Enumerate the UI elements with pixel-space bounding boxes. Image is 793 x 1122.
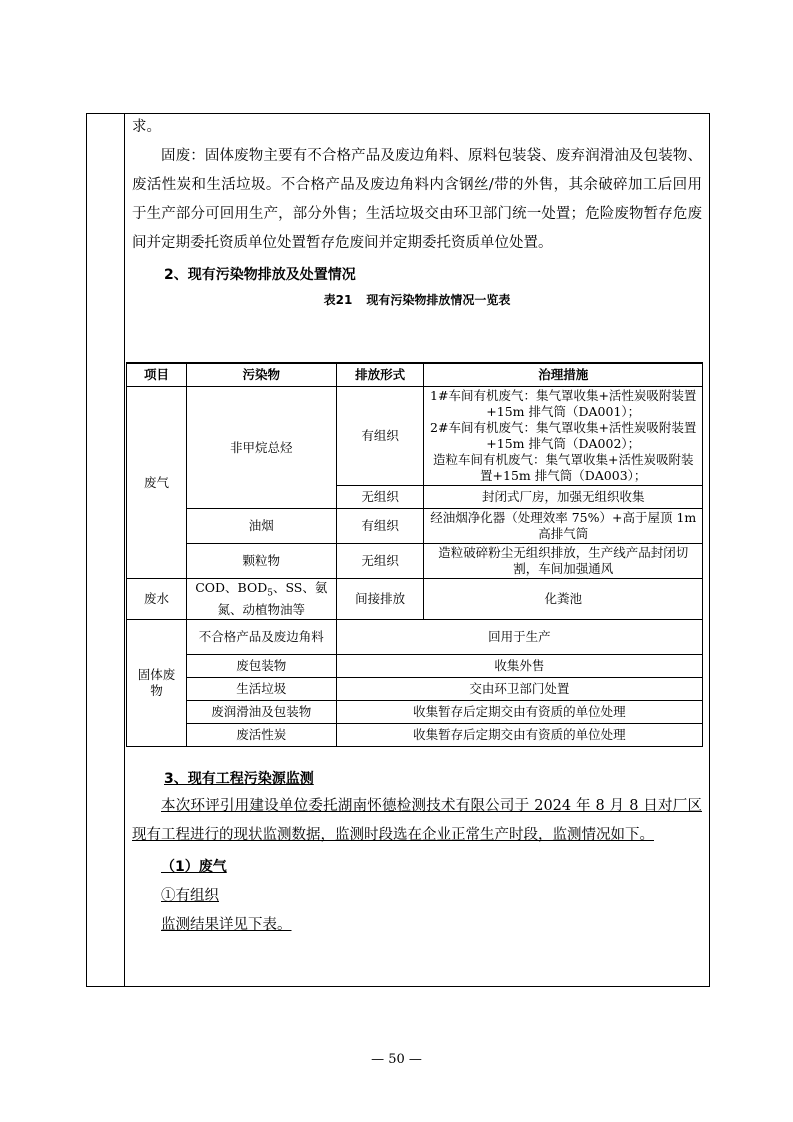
measure-enclosed: 封闭式厂房，加强无组织收集 <box>424 486 703 509</box>
header-form: 排放形式 <box>336 363 424 387</box>
header-measure: 治理措施 <box>424 363 703 387</box>
category-gas: 废气 <box>127 387 187 579</box>
measure-da003: 造粒车间有机废气：集气罩收集+活性炭吸附装置+15m 排气筒（DA003）； <box>433 452 694 483</box>
water-pollutants-sub: 5 <box>267 588 273 599</box>
results-note: 监测结果详见下表。 <box>161 917 292 933</box>
water-pollutants-a: COD、BOD <box>195 580 268 595</box>
solid-item-1: 不合格产品及废边角料 <box>186 619 336 654</box>
form-water: 间接排放 <box>336 579 424 620</box>
table-row <box>127 579 703 620</box>
solid-waste-paragraph: 固废：固体废物主要有不合格产品及废边角料、原料包装袋、废弃润滑油及包装物、废活性炭和生活垃圾。不合格产品及废边角料内含钢丝/带的外售，其余破碎加工后回用于生产部分可回用生产，部分外售；生活垃圾交由环卫部门统一处置；危险废物暂存危废间并定期委托资质单位处置暂存危废间并定期委托资质单位处置。 <box>132 148 702 251</box>
pollutant-particles: 颗粒物 <box>186 544 336 579</box>
solid-measure-1: 回用于生产 <box>336 619 702 654</box>
measure-fume: 经油烟净化器（处理效率 75%）+高于屋顶 1m 高排气筒 <box>424 509 703 544</box>
header-item: 项目 <box>127 363 187 387</box>
table-row <box>127 677 703 700</box>
pollutant-table <box>126 362 703 747</box>
water-pollutants-b: 、SS、氨氮、动植物油等 <box>217 580 328 617</box>
form-organized: 有组织 <box>336 387 424 486</box>
section-3 <box>132 766 702 940</box>
solid-item-3: 生活垃圾 <box>186 677 336 700</box>
page-number: — 50 — <box>371 1052 422 1067</box>
form-unorganized: 无组织 <box>336 486 424 509</box>
measure-da001: 1#车间有机废气：集气罩收集+活性炭吸附装置+15m 排气筒（DA001）； <box>430 388 697 419</box>
left-column-divider <box>124 113 125 987</box>
form-particles: 无组织 <box>336 544 424 579</box>
solid-measure-2: 收集外售 <box>336 654 702 677</box>
pollutant-fume: 油烟 <box>186 509 336 544</box>
solid-item-4: 废润滑油及包装物 <box>186 700 336 723</box>
table-caption-text: 现有污染物排放情况一览表 <box>366 293 511 307</box>
main-content <box>132 113 702 314</box>
table-row <box>127 387 703 486</box>
table-row <box>127 619 703 654</box>
pollutant-water <box>186 579 336 620</box>
solid-measure-4: 收集暂存后定期交由有资质的单位处理 <box>336 700 702 723</box>
table-row <box>127 723 703 746</box>
measure-particles: 造粒破碎粉尘无组织排放，生产线产品封闭切割，车间加强通风 <box>424 544 703 579</box>
section-3-paragraph: 本次环评引用建设单位委托湖南怀德检测技术有限公司于 2024 年 8 月 8 日对厂区现有工程进行的现状监测数据，监测时段选在企业正常生产时段，监测情况如下。 <box>132 798 702 843</box>
form-fume: 有组织 <box>336 509 424 544</box>
pollutant-nmhc: 非甲烷总烃 <box>186 387 336 509</box>
solid-measure-3: 交由环卫部门处置 <box>336 677 702 700</box>
subsection-organized: ①有组织 <box>161 888 219 904</box>
category-water: 废水 <box>127 579 187 620</box>
continued-text: 求。 <box>132 119 161 135</box>
table-row <box>127 700 703 723</box>
table-header-row <box>127 363 703 387</box>
header-pollutant: 污染物 <box>186 363 336 387</box>
subsection-gas: （1）废气 <box>161 859 227 875</box>
section-3-title: 3、现有工程污染源监测 <box>164 771 314 787</box>
table-row <box>127 654 703 677</box>
table-caption-number: 表21 <box>323 293 353 307</box>
table-row <box>127 544 703 579</box>
solid-item-5: 废活性炭 <box>186 723 336 746</box>
table-row <box>127 509 703 544</box>
category-solid: 固体废物 <box>127 619 187 746</box>
measure-da002: 2#车间有机废气：集气罩收集+活性炭吸附装置+15m 排气筒（DA002）； <box>430 420 697 451</box>
table-caption <box>132 290 702 310</box>
measure-water: 化粪池 <box>424 579 703 620</box>
section-2-title: 2、现有污染物排放及处置情况 <box>164 267 356 283</box>
solid-measure-5: 收集暂存后定期交由有资质的单位处理 <box>336 723 702 746</box>
solid-item-2: 废包装物 <box>186 654 336 677</box>
